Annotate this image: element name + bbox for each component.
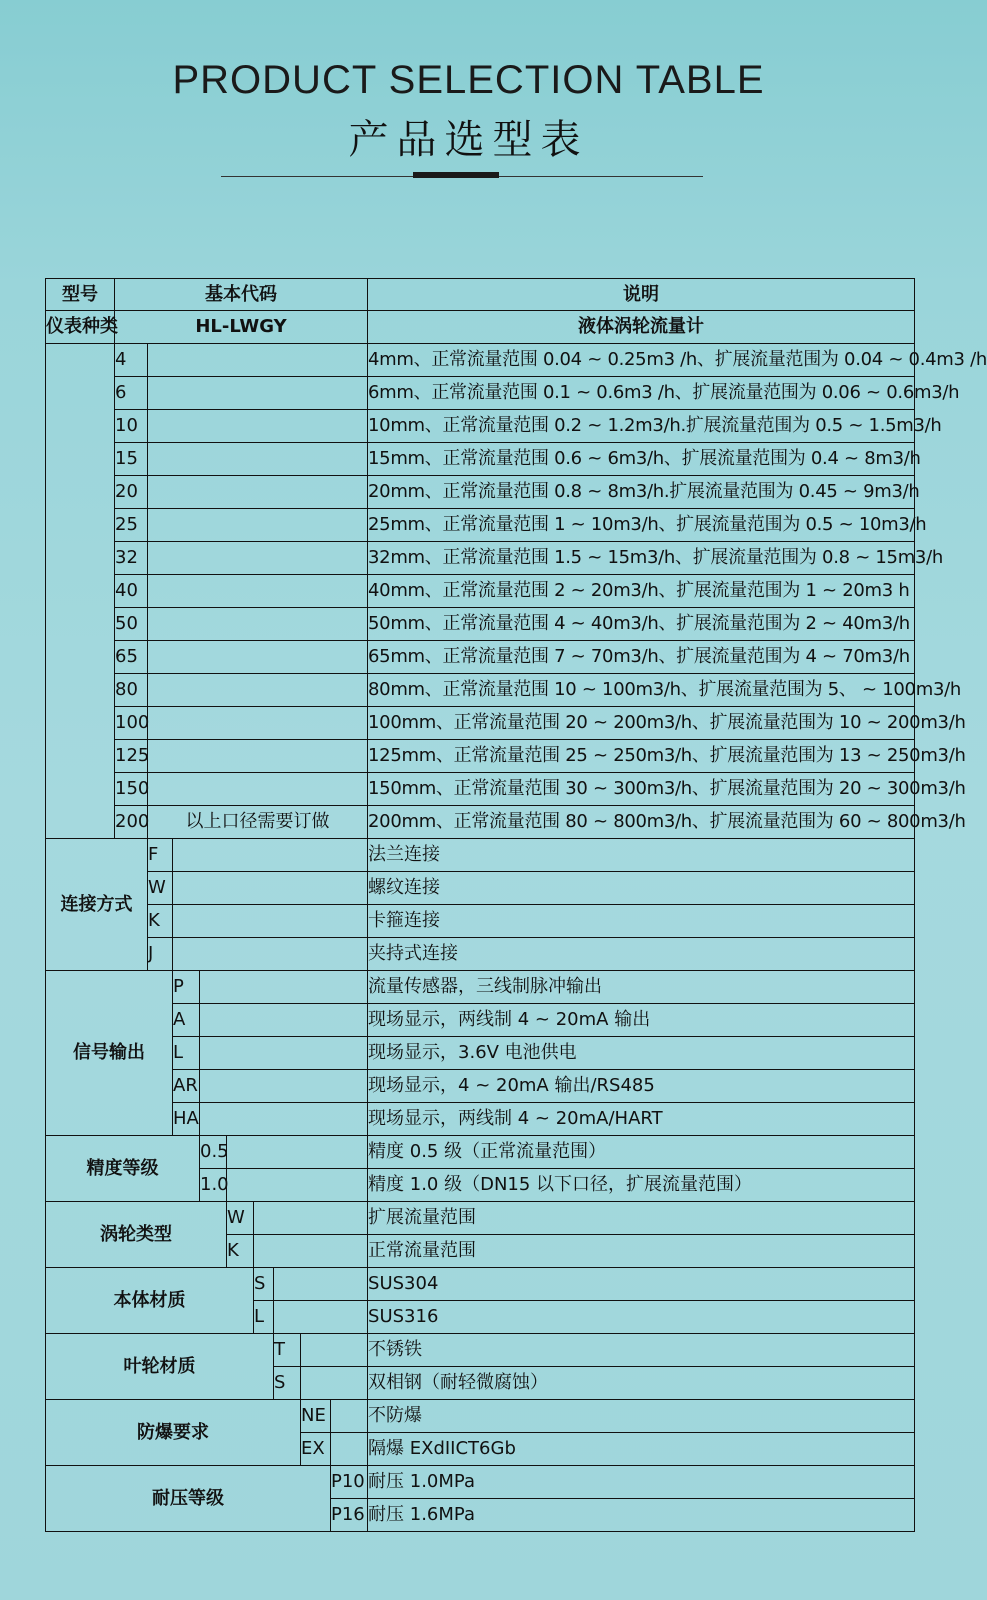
header-code: 基本代码 (115, 279, 368, 311)
accuracy-desc: 精度 0.5 级（正常流量范围） (368, 1136, 915, 1169)
caliber-code: 25 (115, 509, 148, 542)
explosion-code: EX (301, 1433, 331, 1466)
caliber-code: 6 (115, 377, 148, 410)
caliber-row (46, 674, 915, 707)
caliber-code: 100 (115, 707, 148, 740)
caliber-row (46, 806, 915, 839)
connection-code: W (148, 872, 173, 905)
caliber-row (46, 377, 915, 410)
signal-row (46, 971, 915, 1004)
connection-code: F (148, 839, 173, 872)
caliber-desc: 6mm、正常流量范围 0.1 ~ 0.6m3 /h、扩展流量范围为 0.06 ~ 0.6m3/h (368, 377, 915, 410)
caliber-row (46, 773, 915, 806)
signal-row (46, 1103, 915, 1136)
turbine-desc: 正常流量范围 (368, 1235, 915, 1268)
signal-desc: 现场显示，两线制 4 ~ 20mA 输出 (368, 1004, 915, 1037)
connection-row (46, 905, 915, 938)
type-label: 仪表种类 (46, 311, 115, 344)
caliber-row (46, 476, 915, 509)
caliber-code: 4 (115, 344, 148, 377)
header-model: 型号 (46, 279, 115, 311)
title-accent-bar (413, 172, 499, 178)
explosion-desc: 隔爆 EXdIICT6Gb (368, 1433, 915, 1466)
signal-row (46, 1037, 915, 1070)
signal-row (46, 1070, 915, 1103)
body-desc: SUS304 (368, 1268, 915, 1301)
pressure-code: P16 (331, 1499, 368, 1532)
explosion-label: 防爆要求 (46, 1400, 301, 1466)
caliber-desc: 40mm、正常流量范围 2 ~ 20m3/h、扩展流量范围为 1 ~ 20m3 h (368, 575, 915, 608)
caliber-desc: 10mm、正常流量范围 0.2 ~ 1.2m3/h.扩展流量范围为 0.5 ~ 1.5m3/h (368, 410, 915, 443)
pressure-label: 耐压等级 (46, 1466, 331, 1532)
caliber-row (46, 608, 915, 641)
connection-row (46, 872, 915, 905)
turbine-code: K (227, 1235, 254, 1268)
caliber-desc: 20mm、正常流量范围 0.8 ~ 8m3/h.扩展流量范围为 0.45 ~ 9m3/h (368, 476, 915, 509)
signal-code: A (173, 1004, 200, 1037)
impeller-desc: 双相钢（耐轻微腐蚀） (368, 1367, 915, 1400)
connection-desc: 卡箍连接 (368, 905, 915, 938)
impeller-code: S (274, 1367, 301, 1400)
caliber-row (46, 410, 915, 443)
caliber-row (46, 707, 915, 740)
caliber-code: 150 (115, 773, 148, 806)
body-code: S (254, 1268, 274, 1301)
connection-desc: 螺纹连接 (368, 872, 915, 905)
signal-label: 信号输出 (46, 971, 173, 1136)
caliber-row (46, 542, 915, 575)
turbine-desc: 扩展流量范围 (368, 1202, 915, 1235)
caliber-code: 200 (115, 806, 148, 839)
type-code: HL-LWGY (115, 311, 368, 344)
accuracy-desc: 精度 1.0 级（DN15 以下口径，扩展流量范围） (368, 1169, 915, 1202)
caliber-desc: 125mm、正常流量范围 25 ~ 250m3/h、扩展流量范围为 13 ~ 250m3/h (368, 740, 915, 773)
accuracy-code: 1.0 (200, 1169, 227, 1202)
caliber-desc: 100mm、正常流量范围 20 ~ 200m3/h、扩展流量范围为 10 ~ 200m3/h (368, 707, 915, 740)
accuracy-label: 精度等级 (46, 1136, 200, 1202)
caliber-desc: 65mm、正常流量范围 7 ~ 70m3/h、扩展流量范围为 4 ~ 70m3/h (368, 641, 915, 674)
caliber-row (46, 641, 915, 674)
title-chinese: 产品选型表 (348, 117, 589, 163)
caliber-code: 65 (115, 641, 148, 674)
accuracy-code: 0.5 (200, 1136, 227, 1169)
signal-row (46, 1004, 915, 1037)
caliber-group-blank (46, 344, 115, 839)
impeller-code: T (274, 1334, 301, 1367)
signal-desc: 现场显示，3.6V 电池供电 (368, 1037, 915, 1070)
signal-code: AR (173, 1070, 200, 1103)
caliber-desc: 32mm、正常流量范围 1.5 ~ 15m3/h、扩展流量范围为 0.8 ~ 15m3/h (368, 542, 915, 575)
signal-code: P (173, 971, 200, 1004)
header-desc: 说明 (368, 279, 915, 311)
caliber-desc: 150mm、正常流量范围 30 ~ 300m3/h、扩展流量范围为 20 ~ 300m3/h (368, 773, 915, 806)
explosion-desc: 不防爆 (368, 1400, 915, 1433)
caliber-row (46, 740, 915, 773)
connection-label: 连接方式 (46, 839, 148, 971)
caliber-desc: 200mm、正常流量范围 80 ~ 800m3/h、扩展流量范围为 60 ~ 800m3/h (368, 806, 915, 839)
impeller-row (46, 1334, 915, 1367)
impeller-label: 叶轮材质 (46, 1334, 274, 1400)
caliber-desc: 15mm、正常流量范围 0.6 ~ 6m3/h、扩展流量范围为 0.4 ~ 8m3/h (368, 443, 915, 476)
caliber-row (46, 443, 915, 476)
signal-desc: 现场显示，两线制 4 ~ 20mA/HART (368, 1103, 915, 1136)
caliber-code: 40 (115, 575, 148, 608)
caliber-code: 10 (115, 410, 148, 443)
connection-code: K (148, 905, 173, 938)
signal-code: L (173, 1037, 200, 1070)
impeller-desc: 不锈铁 (368, 1334, 915, 1367)
connection-desc: 法兰连接 (368, 839, 915, 872)
connection-row (46, 938, 915, 971)
caliber-row (46, 344, 915, 377)
body-label: 本体材质 (46, 1268, 254, 1334)
body-desc: SUS316 (368, 1301, 915, 1334)
turbine-code: W (227, 1202, 254, 1235)
selection-table (45, 278, 987, 1532)
caliber-desc: 25mm、正常流量范围 1 ~ 10m3/h、扩展流量范围为 0.5 ~ 10m3/h (368, 509, 915, 542)
caliber-code: 15 (115, 443, 148, 476)
turbine-row (46, 1202, 915, 1235)
connection-row (46, 839, 915, 872)
type-desc: 液体涡轮流量计 (368, 311, 915, 344)
signal-code: HA (173, 1103, 200, 1136)
signal-desc: 流量传感器，三线制脉冲输出 (368, 971, 915, 1004)
pressure-code: P10 (331, 1466, 368, 1499)
pressure-desc: 耐压 1.6MPa (368, 1499, 915, 1532)
connection-desc: 夹持式连接 (368, 938, 915, 971)
explosion-row (46, 1400, 915, 1433)
caliber-code: 80 (115, 674, 148, 707)
caliber-row (46, 575, 915, 608)
body-code: L (254, 1301, 274, 1334)
header-row (46, 279, 915, 311)
pressure-row (46, 1466, 915, 1499)
caliber-code: 32 (115, 542, 148, 575)
title-english: PRODUCT SELECTION TABLE (172, 58, 765, 102)
caliber-note: 以上口径需要订做 (148, 806, 368, 839)
type-row (46, 311, 915, 344)
caliber-desc: 50mm、正常流量范围 4 ~ 40m3/h、扩展流量范围为 2 ~ 40m3/h (368, 608, 915, 641)
signal-desc: 现场显示，4 ~ 20mA 输出/RS485 (368, 1070, 915, 1103)
turbine-label: 涡轮类型 (46, 1202, 227, 1268)
explosion-code: NE (301, 1400, 331, 1433)
connection-code: J (148, 938, 173, 971)
caliber-code: 20 (115, 476, 148, 509)
caliber-code: 125 (115, 740, 148, 773)
body-row (46, 1268, 915, 1301)
caliber-desc: 4mm、正常流量范围 0.04 ~ 0.25m3 /h、扩展流量范围为 0.04 ~ 0.4m3 /h (368, 344, 915, 377)
caliber-code: 50 (115, 608, 148, 641)
caliber-desc: 80mm、正常流量范围 10 ~ 100m3/h、扩展流量范围为 5、 ~ 100m3/h (368, 674, 915, 707)
accuracy-row (46, 1136, 915, 1169)
pressure-desc: 耐压 1.0MPa (368, 1466, 915, 1499)
caliber-row (46, 509, 915, 542)
